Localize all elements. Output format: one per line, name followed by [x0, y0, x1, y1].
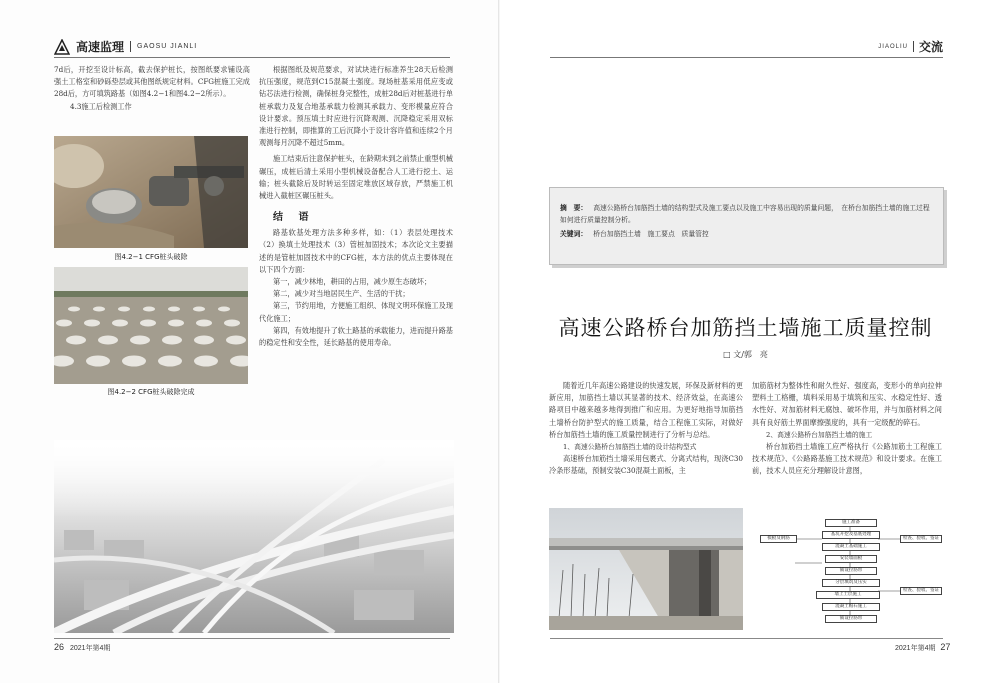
flow-side-step: 检查、验收、签证 [900, 535, 942, 543]
right-header [878, 38, 943, 55]
photo-pile-head-complete-image [54, 267, 248, 384]
photo-pile-head-breaking [54, 136, 248, 248]
paragraph: 路基软基处理方法多种多样，如：（1）表层处理技术（2）换填土处理技术（3）管桩加固技术；本次论文主要描述的是管桩加固技术中的CFG桩，本方法的优点主要体现在以下四个方面： [259, 228, 453, 274]
journal-logo-icon [54, 39, 70, 55]
keywords-label: 关键词： [560, 230, 588, 238]
footer-rule [550, 638, 943, 639]
flow-step: 混凝土基础施工 [822, 543, 880, 551]
paragraph: 根据图纸及规范要求，对试块进行标准养生28天后检测抗压强度，规范到C15混凝土强度。现场桩基采用低应变或钻芯法进行检测，确保桩身完整性，成桩28d后对桩基进行单桩承载力及复合地基承载力检测其承载力、变形模量应符合设计要求。预压填土时应进行沉降观测、沉降稳定采用双标准进行控制，即推算的工后沉降小于设计容许值和连续2个月观测每月沉降不超过5mm。 [259, 65, 453, 148]
journal-title: 高速监理 [76, 40, 125, 54]
abstract [560, 202, 930, 226]
right-column-1 [549, 380, 743, 478]
header-separator [913, 41, 914, 52]
flow-side-step: 模板及钢筋 [760, 535, 797, 543]
aerial-highway-photo [54, 440, 454, 633]
photo-pile-head-breaking-image [54, 136, 248, 248]
paragraph: 施工结束后注意保护桩头，在龄期未到之前禁止重型机械碾压，成桩后清土采用小型机械设备配合人工进行挖土、运输；桩头截除后及时转运至固定堆放区域存放，严禁施工机械进入截桩区碾压桩头。 [259, 154, 453, 201]
photo-pile-head-complete [54, 267, 248, 384]
page-number: 26 [54, 642, 65, 652]
paragraph: 随着近几年高速公路建设的快速发展，环保及新材料的更新应用，加筋挡土墙以其显著的技术、经济效益，在高速公路项目中越来越多地得到推广和应用。为更好地指导加筋挡土墙桥台防护型式的施工质量，结合工程施工实际，对做好桥台加筋挡土墙的施工质量控制进行了分析与总结。 [549, 381, 743, 439]
header-rule [54, 57, 450, 58]
page-footer-right [895, 642, 950, 653]
section-label-en: JIAOLIU [878, 43, 908, 50]
page-footer-left [54, 642, 110, 653]
flow-step: 基坑开挖及基底处理 [822, 531, 880, 539]
abstract-box [549, 187, 944, 265]
footer-rule [54, 638, 450, 639]
issue-label: 2021年第4期 [69, 645, 111, 652]
flow-step: 安装墙面板 [825, 555, 877, 563]
article-title: 高速公路桥台加筋挡土墙施工质量控制 [558, 316, 933, 340]
keywords-text: 桥台加筋挡土墙 施工要点 质量管控 [593, 230, 709, 238]
paragraph: 第二，减少对当地居民生产、生活的干扰； [273, 289, 410, 299]
left-column-2 [259, 64, 453, 349]
photo-bridge-abutment [549, 508, 743, 630]
subsection-heading: 2、高速公路桥台加筋挡土墙的施工 [766, 430, 873, 439]
figure-caption-2: 图4.2−2 CFG桩头破除完成 [107, 388, 195, 396]
left-column-1 [54, 64, 250, 113]
subsection-heading: 1、高速公路桥台加筋挡土墙的设计结构型式 [563, 443, 697, 452]
construction-flowchart [760, 517, 940, 630]
header-rule [550, 57, 943, 58]
paragraph: 第四，有效地提升了软土路基的承载能力，进而提升路基的稳定性和安全性，延长路基的使用寿命。 [259, 325, 453, 348]
issue-label: 2021年第4期 [895, 645, 936, 652]
journal-title-en: GAOSU JIANLI [137, 43, 198, 50]
conclusion-heading: 结 语 [273, 212, 315, 224]
subsection-heading: 4.3施工后检测工作 [70, 101, 132, 111]
flow-step: 铺设拉筋带 [825, 567, 877, 575]
left-header [54, 38, 197, 55]
flow-step: 铺设拉筋带 [825, 615, 877, 623]
abstract-label: 摘 要： [560, 204, 588, 212]
flow-step: 墙上土层施工 [816, 591, 880, 599]
flow-step: 分层填筑及压实 [822, 579, 880, 587]
paragraph: 桥台加筋挡土墙施工应严格执行《公路加筋土工程施工技术规范》、《公路路基施工技术规范》和设计要求。在施工前，技术人员应充分理解设计意图， [752, 442, 942, 476]
abstract-text: 高速公路桥台加筋挡土墙的结构型式及施工要点以及施工中容易出现的质量问题， 在桥台加筋挡土墙的施工过程如何进行质量控制分析。 [560, 204, 930, 224]
keywords [560, 228, 930, 240]
author-byline: □ 文/郭 亮 [723, 350, 768, 359]
section-label: 交流 [918, 40, 943, 54]
flow-side-step: 检查、验收、签证 [900, 587, 942, 595]
flow-step: 施工准备 [825, 519, 877, 527]
photo-bridge-abutment-image [549, 508, 743, 630]
paragraph: 第三，节约用地，方便施工组织、体现文明环保施工及现代化施工； [259, 301, 453, 323]
paragraph: 高速桥台加筋挡土墙采用包裹式、分离式结构，现浇C30冷条形基础，预制安装C30混凝土面板，主 [549, 454, 743, 476]
paragraph: 第一，减少林地，耕田的占用，减少原生态破坏； [273, 277, 432, 287]
flow-step: 混凝土帽石施工 [822, 603, 880, 611]
page-number: 27 [940, 642, 951, 652]
figure-caption-1: 图4.2−1 CFG桩头破除 [114, 253, 188, 261]
right-column-2 [752, 380, 942, 478]
header-separator [130, 41, 131, 52]
paragraph: 7d后，开挖至设计标高，截去保护桩长，按图纸要求铺设高强土工格室和砂砾垫层或其他图纸规定材料。CFG桩施工完成28d后，方可填筑路基（如图4.2−1和图4.2−2所示）。 [54, 65, 250, 99]
paragraph: 加筋筋材为整体性和耐久性好、强度高，变形小的单向拉伸塑料土工格栅，填料采用易于填筑和压实、水稳定性好、透水性好、对加筋材料无腐蚀、破坏作用，并与加筋材料之间具有良好筋土界面摩擦强度的，具有一定级配的碎石。 [752, 381, 942, 427]
